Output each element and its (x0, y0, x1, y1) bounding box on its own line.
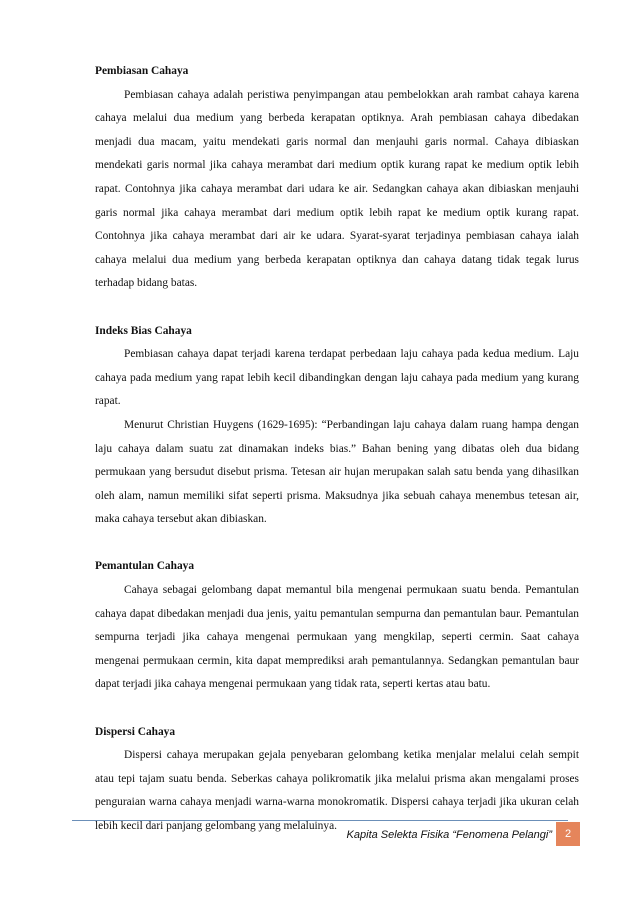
section-gap (95, 697, 579, 721)
body-text (95, 60, 579, 839)
paragraph-indeks-bias-1: Pembiasan cahaya dapat terjadi karena terdapat perbedaan laju cahaya pada kedua medium. Laju cahaya pada medium yang rapat lebih kecil dibandingkan dengan laju cahaya pada medium yang kurang rapat. (95, 348, 579, 408)
heading-pembiasan: Pembiasan Cahaya (95, 65, 189, 77)
page-number-badge: 2 (556, 822, 580, 846)
paragraph-indeks-bias-2: Menurut Christian Huygens (1629-1695): “Perbandingan laju cahaya dalam ruang hampa dengan laju cahaya dalam suatu zat dinamakan indeks bias.” Bahan bening yang dibatas oleh dua bidang permukaan yang bersudut disebut prisma. Tetesan air hujan merupakan salah satu benda yang dihasilkan oleh alam, namun memiliki sifat seperti prisma. Maksudnya jika sebuah cahaya menembus tetesan air, maka cahaya tersebut akan dibiaskan. (95, 418, 579, 526)
footer-title: Kapita Selekta Fisika “Fenomena Pelangi” (346, 829, 552, 841)
section-gap (95, 296, 579, 320)
heading-pemantulan: Pemantulan Cahaya (95, 560, 195, 573)
paragraph-dispersi: Dispersi cahaya merupakan gejala penyebaran gelombang ketika menjalar melalui celah sempit atau tepi tajam suatu benda. Seberkas cahaya polikromatik jika melalui prisma akan mengalami proses penguraian warna cahaya menjadi warna-warna monokromatik. Dispersi cahaya terjadi jika ukuran celah lebih kecil dari panjang gelombang yang melaluinya. (95, 749, 579, 832)
section-gap (95, 532, 579, 556)
heading-dispersi: Dispersi Cahaya (95, 725, 176, 738)
paragraph-pembiasan: Pembiasan cahaya adalah peristiwa penyimpangan atau pembelokkan arah rambat cahaya karena cahaya melalui dua medium yang berbeda kerapatan optiknya. Arah pembiasan cahaya dibedakan menjadi dua macam, yaitu mendekati garis normal dan menjauhi garis normal. Cahaya dibiaskan mendekati garis normal jika cahaya merambat dari medium optik kurang rapat ke medium optik lebih rapat. Contohnya jika cahaya merambat dari udara ke air. Sedangkan cahaya akan dibiaskan menjauhi garis normal jika cahaya merambat dari medium optik lebih rapat ke medium optik kurang rapat. Contohnya jika cahaya merambat dari air ke udara. Syarat-syarat terjadinya pembiasan cahaya ialah cahaya melalui dua medium yang berbeda kerapatan optiknya dan cahaya datang tidak tegak lurus terhadap bidang batas. (95, 88, 579, 290)
paragraph-pemantulan: Cahaya sebagai gelombang dapat memantul bila mengenai permukaan suatu benda. Pemantulan cahaya dapat dibedakan menjadi dua jenis, yaitu pemantulan sempurna dan pemantulan baur. Pemantulan sempurna terjadi jika cahaya mengenai permukaan yang mengkilap, seperti cermin. Saat cahaya mengenai permukaan cermin, kita dapat memprediksi arah pemantulannya. Sedangkan pemantulan baur dapat terjadi jika cahaya mengenai permukaan yang tidak rata, seperti kertas atau batu. (95, 584, 579, 691)
footer-rule (72, 820, 568, 821)
heading-indeks-bias: Indeks Bias Cahaya (95, 324, 192, 337)
